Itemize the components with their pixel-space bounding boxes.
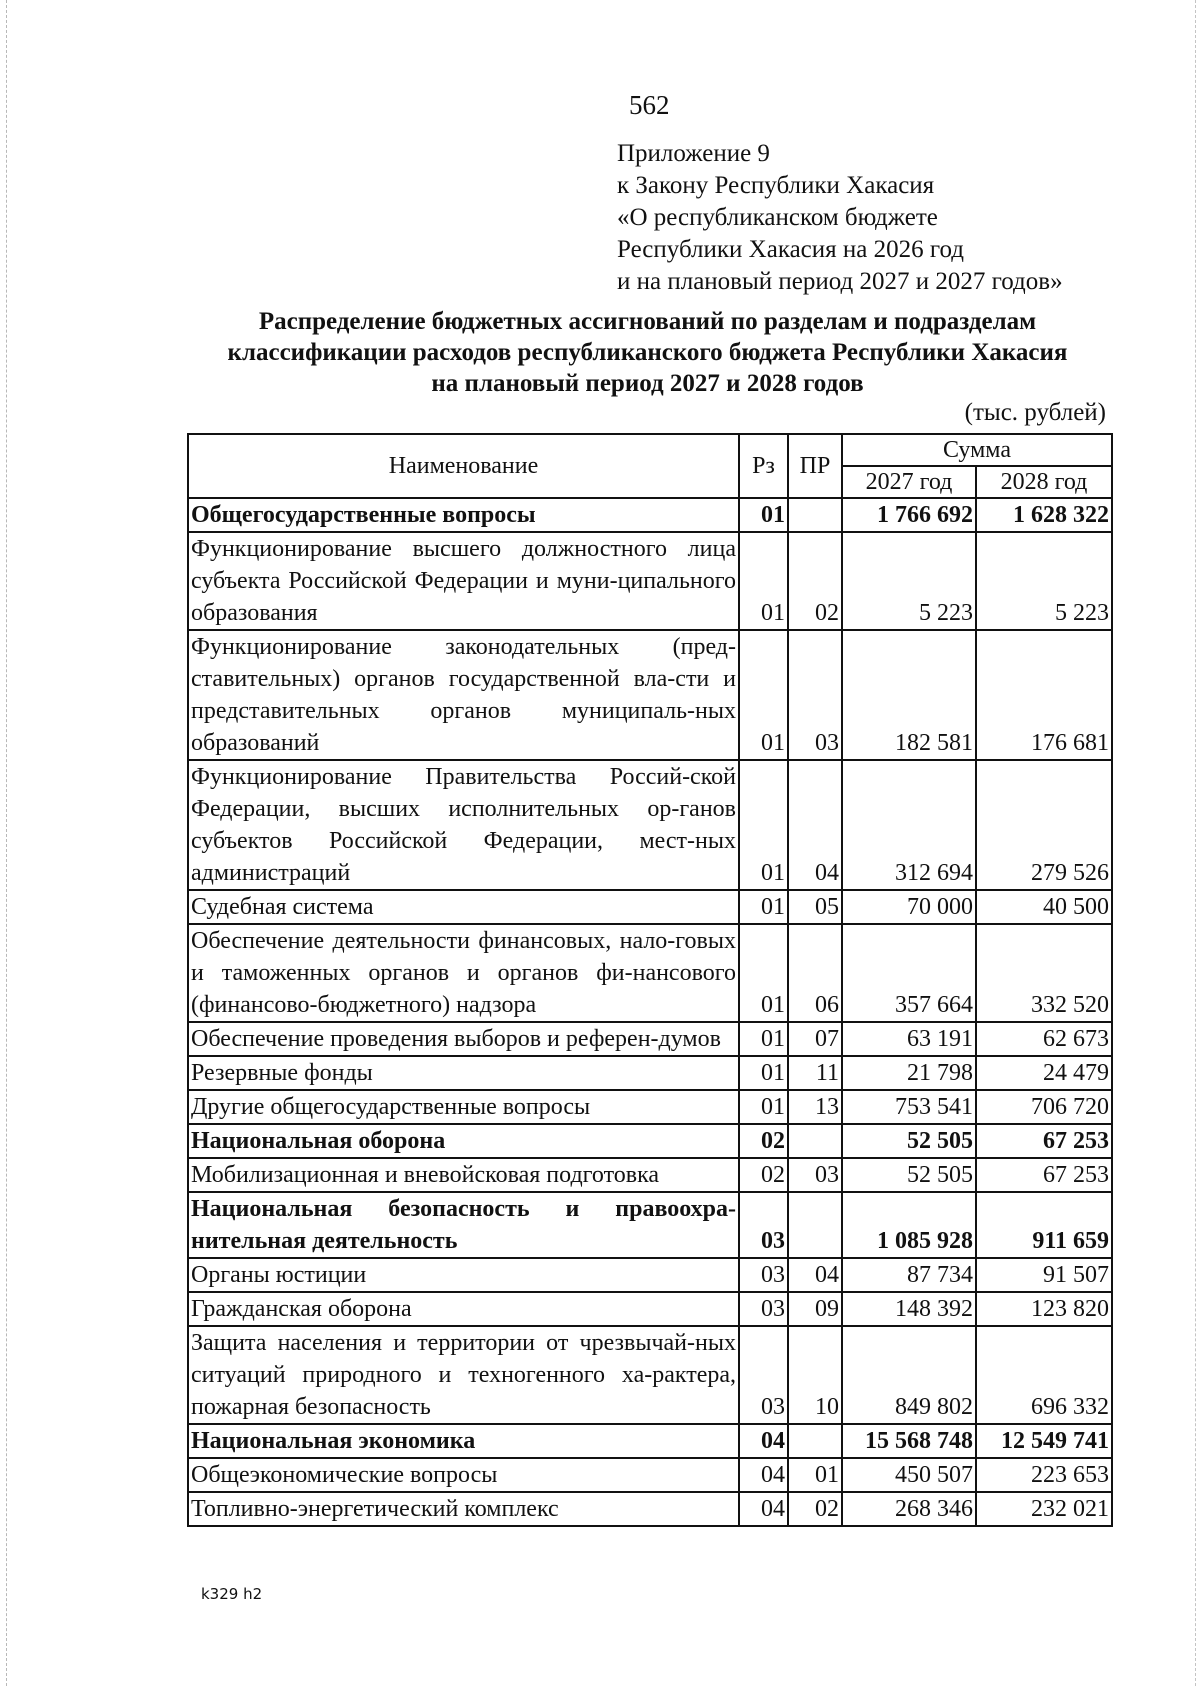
table-row bbox=[188, 1326, 1112, 1424]
row-value-2027: 70 000 bbox=[842, 890, 976, 924]
table-row bbox=[188, 1492, 1112, 1526]
row-value-2028: 24 479 bbox=[976, 1056, 1112, 1090]
scan-edge-right bbox=[1195, 0, 1196, 1686]
row-value-2028: 1 628 322 bbox=[976, 498, 1112, 532]
table-body bbox=[188, 498, 1112, 1526]
row-pr: 02 bbox=[788, 1492, 842, 1526]
table-row bbox=[188, 1258, 1112, 1292]
row-pr: 04 bbox=[788, 760, 842, 890]
row-name: Национальная оборона bbox=[188, 1124, 739, 1158]
row-value-2027: 1 085 928 bbox=[842, 1192, 976, 1258]
row-value-2027: 87 734 bbox=[842, 1258, 976, 1292]
row-pr: 03 bbox=[788, 1158, 842, 1192]
row-rz: 01 bbox=[739, 1056, 788, 1090]
row-rz: 01 bbox=[739, 630, 788, 760]
row-pr bbox=[788, 1192, 842, 1258]
row-value-2028: 67 253 bbox=[976, 1158, 1112, 1192]
row-rz: 03 bbox=[739, 1292, 788, 1326]
table-row bbox=[188, 1292, 1112, 1326]
row-value-2028: 123 820 bbox=[976, 1292, 1112, 1326]
header-year-2027: 2027 год bbox=[842, 466, 976, 498]
table-row bbox=[188, 890, 1112, 924]
row-name: Другие общегосударственные вопросы bbox=[188, 1090, 739, 1124]
document-title bbox=[175, 306, 1120, 399]
row-value-2027: 312 694 bbox=[842, 760, 976, 890]
row-pr: 06 bbox=[788, 924, 842, 1022]
table-row bbox=[188, 498, 1112, 532]
row-pr bbox=[788, 498, 842, 532]
row-pr bbox=[788, 1424, 842, 1458]
row-value-2028: 232 021 bbox=[976, 1492, 1112, 1526]
header-sum: Сумма bbox=[842, 434, 1112, 466]
table-row bbox=[188, 760, 1112, 890]
row-name: Национальная экономика bbox=[188, 1424, 739, 1458]
row-pr: 10 bbox=[788, 1326, 842, 1424]
row-value-2027: 5 223 bbox=[842, 532, 976, 630]
row-name: Функционирование Правительства Россий-ской Федерации, высших исполнительных ор-ганов субъектов Российской Федерации, мест-ных администраций bbox=[188, 760, 739, 890]
row-value-2027: 268 346 bbox=[842, 1492, 976, 1526]
table-row bbox=[188, 1192, 1112, 1258]
footer-code: k329 h2 bbox=[201, 1585, 263, 1603]
row-value-2027: 1 766 692 bbox=[842, 498, 976, 532]
header-name: Наименование bbox=[188, 434, 739, 498]
row-value-2027: 21 798 bbox=[842, 1056, 976, 1090]
row-name: Топливно-энергетический комплекс bbox=[188, 1492, 739, 1526]
row-name: Функционирование законодательных (пред-ставительных) органов государственной вла-сти и представительных органов муниципаль-ных образований bbox=[188, 630, 739, 760]
budget-table bbox=[187, 433, 1113, 1527]
appendix-line: Республики Хакасия на 2026 год bbox=[617, 236, 965, 263]
title-line: классификации расходов республиканского бюджета Республики Хакасия bbox=[227, 339, 1068, 366]
table-row bbox=[188, 1090, 1112, 1124]
row-pr: 07 bbox=[788, 1022, 842, 1056]
row-rz: 03 bbox=[739, 1258, 788, 1292]
row-pr bbox=[788, 1124, 842, 1158]
row-pr: 09 bbox=[788, 1292, 842, 1326]
row-rz: 01 bbox=[739, 532, 788, 630]
appendix-line: Приложение 9 bbox=[617, 140, 770, 167]
row-value-2028: 40 500 bbox=[976, 890, 1112, 924]
header-pr: ПР bbox=[788, 434, 842, 498]
row-rz: 01 bbox=[739, 924, 788, 1022]
row-name: Общегосударственные вопросы bbox=[188, 498, 739, 532]
table-row bbox=[188, 1124, 1112, 1158]
page-number: 562 bbox=[629, 90, 670, 120]
row-rz: 01 bbox=[739, 498, 788, 532]
row-value-2028: 696 332 bbox=[976, 1326, 1112, 1424]
title-line: Распределение бюджетных ассигнований по разделам и подразделам bbox=[258, 308, 1037, 335]
row-name: Резервные фонды bbox=[188, 1056, 739, 1090]
row-value-2028: 12 549 741 bbox=[976, 1424, 1112, 1458]
row-rz: 01 bbox=[739, 890, 788, 924]
table-row bbox=[188, 1158, 1112, 1192]
row-rz: 01 bbox=[739, 1090, 788, 1124]
row-name: Гражданская оборона bbox=[188, 1292, 739, 1326]
row-value-2027: 63 191 bbox=[842, 1022, 976, 1056]
row-rz: 03 bbox=[739, 1192, 788, 1258]
scan-edge-left bbox=[6, 0, 7, 1686]
table-row bbox=[188, 630, 1112, 760]
row-name: Обеспечение проведения выборов и референ-думов bbox=[188, 1022, 739, 1056]
row-value-2028: 67 253 bbox=[976, 1124, 1112, 1158]
table-row bbox=[188, 1458, 1112, 1492]
row-name: Общеэкономические вопросы bbox=[188, 1458, 739, 1492]
row-rz: 02 bbox=[739, 1158, 788, 1192]
row-value-2028: 332 520 bbox=[976, 924, 1112, 1022]
table-row bbox=[188, 924, 1112, 1022]
row-value-2028: 223 653 bbox=[976, 1458, 1112, 1492]
units-label: (тыс. рублей) bbox=[964, 399, 1106, 426]
row-rz: 04 bbox=[739, 1492, 788, 1526]
row-value-2027: 753 541 bbox=[842, 1090, 976, 1124]
row-rz: 03 bbox=[739, 1326, 788, 1424]
row-value-2027: 52 505 bbox=[842, 1124, 976, 1158]
table-row bbox=[188, 1424, 1112, 1458]
row-value-2027: 52 505 bbox=[842, 1158, 976, 1192]
row-value-2028: 91 507 bbox=[976, 1258, 1112, 1292]
row-rz: 02 bbox=[739, 1124, 788, 1158]
row-value-2028: 911 659 bbox=[976, 1192, 1112, 1258]
appendix-line: к Закону Республики Хакасия bbox=[617, 172, 935, 199]
row-pr: 02 bbox=[788, 532, 842, 630]
row-name: Защита населения и территории от чрезвычай-ных ситуаций природного и техногенного ха-рактера, пожарная безопасность bbox=[188, 1326, 739, 1424]
row-rz: 01 bbox=[739, 760, 788, 890]
row-pr: 03 bbox=[788, 630, 842, 760]
row-value-2028: 706 720 bbox=[976, 1090, 1112, 1124]
header-year-2028: 2028 год bbox=[976, 466, 1112, 498]
title-line: на плановый период 2027 и 2028 годов bbox=[431, 370, 864, 397]
table-row bbox=[188, 1022, 1112, 1056]
row-pr: 13 bbox=[788, 1090, 842, 1124]
row-value-2028: 279 526 bbox=[976, 760, 1112, 890]
row-name: Функционирование высшего должностного лица субъекта Российской Федерации и муни-ципального образования bbox=[188, 532, 739, 630]
appendix-header bbox=[617, 138, 1063, 298]
row-name: Судебная система bbox=[188, 890, 739, 924]
row-pr: 05 bbox=[788, 890, 842, 924]
row-pr: 01 bbox=[788, 1458, 842, 1492]
row-value-2028: 176 681 bbox=[976, 630, 1112, 760]
row-rz: 04 bbox=[739, 1458, 788, 1492]
table-row bbox=[188, 1056, 1112, 1090]
table-row bbox=[188, 532, 1112, 630]
row-value-2027: 148 392 bbox=[842, 1292, 976, 1326]
row-pr: 11 bbox=[788, 1056, 842, 1090]
row-pr: 04 bbox=[788, 1258, 842, 1292]
row-value-2027: 357 664 bbox=[842, 924, 976, 1022]
row-name: Мобилизационная и вневойсковая подготовка bbox=[188, 1158, 739, 1192]
row-value-2027: 182 581 bbox=[842, 630, 976, 760]
appendix-line: «О республиканском бюджете bbox=[617, 204, 938, 231]
header-rz: Рз bbox=[739, 434, 788, 498]
row-rz: 01 bbox=[739, 1022, 788, 1056]
row-name: Органы юстиции bbox=[188, 1258, 739, 1292]
row-value-2027: 450 507 bbox=[842, 1458, 976, 1492]
row-name: Национальная безопасность и правоохра-нительная деятельность bbox=[188, 1192, 739, 1258]
appendix-line: и на плановый период 2027 и 2027 годов» bbox=[617, 268, 1063, 295]
row-value-2027: 849 802 bbox=[842, 1326, 976, 1424]
row-rz: 04 bbox=[739, 1424, 788, 1458]
row-name: Обеспечение деятельности финансовых, нало-говых и таможенных органов и органов фи-нансового (финансово-бюджетного) надзора bbox=[188, 924, 739, 1022]
row-value-2028: 62 673 bbox=[976, 1022, 1112, 1056]
row-value-2028: 5 223 bbox=[976, 532, 1112, 630]
row-value-2027: 15 568 748 bbox=[842, 1424, 976, 1458]
table-header-row bbox=[188, 434, 1112, 466]
